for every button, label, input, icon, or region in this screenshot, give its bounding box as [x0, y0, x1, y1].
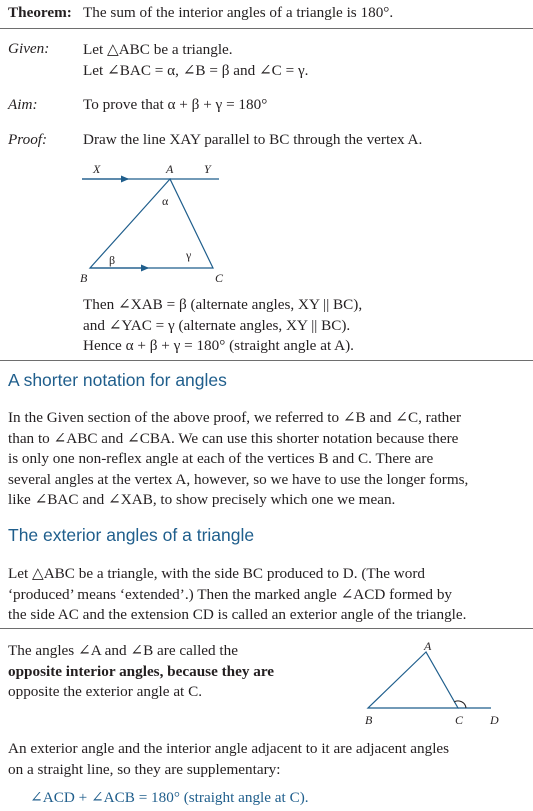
- label-x: X: [93, 162, 101, 176]
- paragraph-line: The angles ∠A and ∠B are called the: [8, 642, 238, 659]
- opposite-angles-paragraph: [8, 641, 348, 703]
- proof-line-2: and ∠YAC = γ (alternate angles, XY || BC).: [83, 317, 351, 334]
- paragraph-line: In the Given section of the above proof, we referred to ∠B and ∠C, rather: [8, 409, 462, 426]
- given-line-2: Let ∠BAC = α, ∠B = β and ∠C = γ.: [83, 62, 309, 79]
- aim-label: Aim:: [8, 96, 38, 113]
- label-b: B: [365, 713, 373, 727]
- exterior-angle-figure: [358, 640, 508, 730]
- label-c: C: [215, 271, 224, 285]
- theorem-statement: The sum of the interior angles of a triangle is 180°.: [83, 4, 394, 21]
- given-label: Given:: [8, 40, 50, 57]
- aim-text: To prove that α + β + γ = 180°: [83, 96, 268, 113]
- proof-line-1: Then ∠XAB = β (alternate angles, XY || BC),: [83, 296, 363, 313]
- proof-intro: Draw the line XAY parallel to BC through the vertex A.: [83, 131, 423, 148]
- paragraph-line: opposite interior angles, because they are: [8, 662, 275, 680]
- triangle-proof-figure: [80, 158, 230, 288]
- proof-divider: [0, 360, 533, 361]
- label-b: B: [80, 271, 88, 285]
- theorem-label: Theorem:: [8, 4, 72, 21]
- label-y: Y: [204, 162, 211, 176]
- paragraph-line: several angles at the vertex A, however, so we have to use the longer forms,: [8, 470, 469, 488]
- exterior-angles-paragraph: [8, 564, 528, 626]
- label-c: C: [455, 713, 464, 727]
- section-heading-exterior-angles: The exterior angles of a triangle: [8, 525, 255, 545]
- label-a: A: [424, 640, 432, 653]
- label-alpha: α: [162, 194, 169, 208]
- triangle-abc-exterior: [368, 652, 458, 708]
- supplementary-equation: ∠ACD + ∠ACB = 180° (straight angle at C).: [30, 789, 309, 806]
- paragraph-line: ‘produced’ means ‘extended’.) Then the marked angle ∠ACD formed by: [8, 585, 453, 603]
- label-gamma: γ: [186, 248, 192, 262]
- given-line-1: Let △ABC be a triangle.: [83, 41, 233, 58]
- paragraph-line: opposite the exterior angle at C.: [8, 683, 203, 700]
- paragraph-line: on a straight line, so they are supplementary:: [8, 760, 281, 778]
- section-divider: [0, 628, 533, 629]
- label-a: A: [166, 162, 174, 176]
- proof-line-3: Hence α + β + γ = 180° (straight angle at A).: [83, 337, 354, 354]
- paragraph-line: is only one non-reflex angle at each of the vertices B and C. There are: [8, 450, 434, 467]
- paragraph-line: An exterior angle and the interior angle adjacent to it are adjacent angles: [8, 740, 450, 757]
- label-beta: β: [109, 253, 116, 267]
- shorter-notation-paragraph: [8, 408, 528, 511]
- supplementary-paragraph: [8, 739, 528, 780]
- paragraph-line: than to ∠ABC and ∠CBA. We can use this shorter notation because there: [8, 429, 459, 447]
- paragraph-line: the side AC and the extension CD is called an exterior angle of the triangle.: [8, 606, 467, 623]
- proof-label: Proof:: [8, 131, 48, 148]
- theorem-divider: [0, 28, 533, 29]
- section-heading-shorter-notation: A shorter notation for angles: [8, 370, 227, 390]
- paragraph-line: like ∠BAC and ∠XAB, to show precisely which one we mean.: [8, 491, 396, 508]
- label-d: D: [490, 713, 499, 727]
- paragraph-line: Let △ABC be a triangle, with the side BC produced to D. (The word: [8, 565, 426, 582]
